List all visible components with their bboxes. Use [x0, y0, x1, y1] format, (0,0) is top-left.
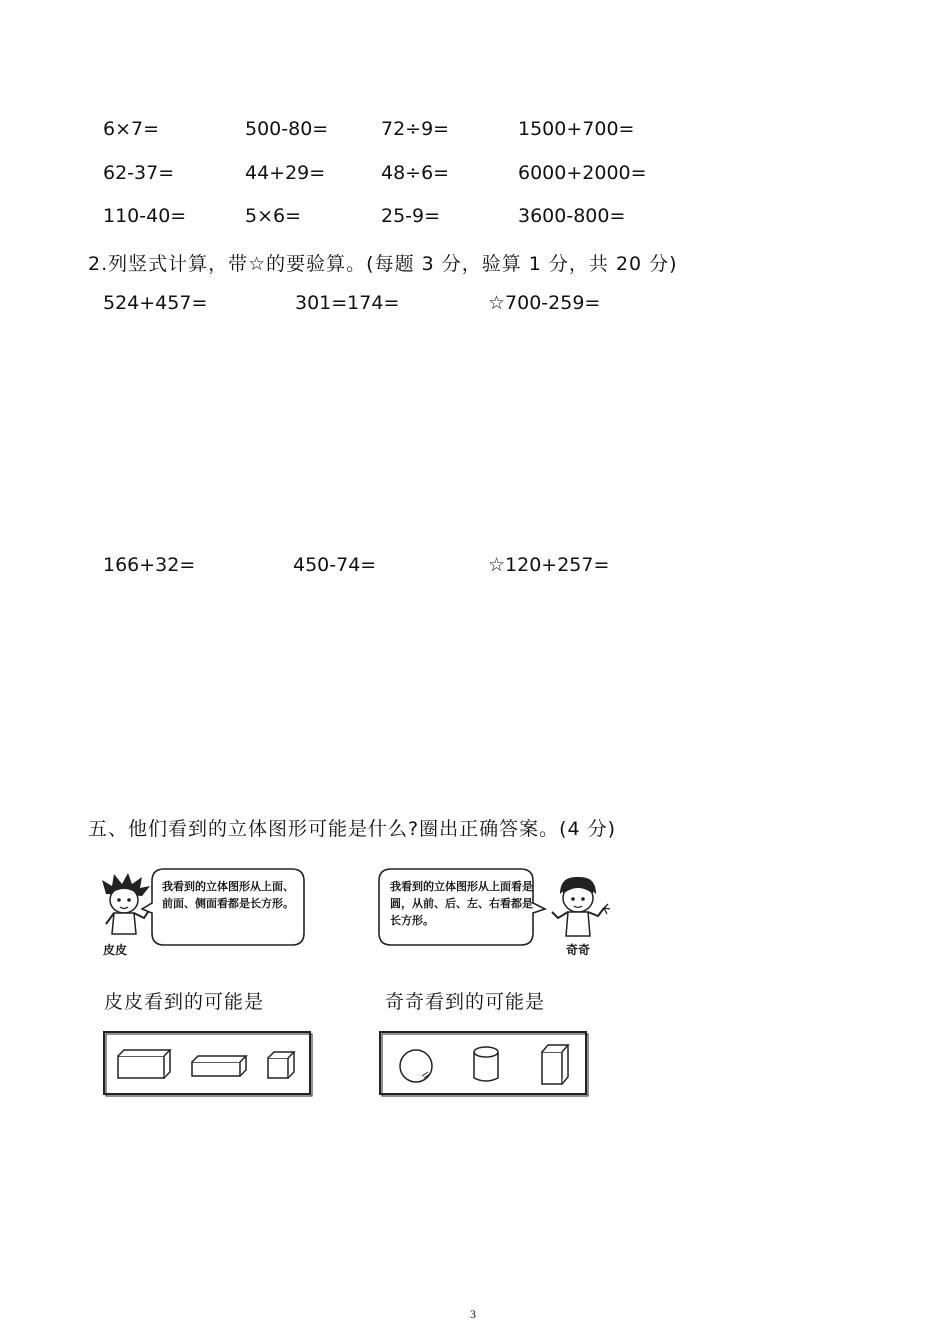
equation: 3600-800= [518, 205, 626, 227]
equation: 62-37= [103, 162, 175, 184]
qiqi-name: 奇奇 [566, 943, 591, 957]
equation: 110-40= [103, 205, 187, 227]
pipi-name: 皮皮 [103, 943, 128, 957]
qiqi-shapes-box [378, 1030, 590, 1098]
equation: 500-80= [245, 118, 329, 140]
qiqi-caption: 奇奇看到的可能是 [385, 991, 546, 1013]
equation: 25-9= [381, 205, 441, 227]
pipi-caption: 皮皮看到的可能是 [104, 991, 265, 1013]
sphere-icon[interactable] [400, 1050, 432, 1082]
cylinder-icon[interactable] [474, 1047, 498, 1081]
qiqi-boy-icon [548, 874, 616, 942]
qiqi-speech-text: 我看到的立体图形从上面看是圆，从前、后、左、右看都是长方形。 [390, 880, 533, 927]
equation: 524+457= [103, 292, 208, 314]
cuboid-icon[interactable] [118, 1050, 170, 1078]
pipi-shapes-box [102, 1030, 314, 1098]
page-number: 3 [470, 1307, 476, 1321]
equation: 5×6= [245, 205, 302, 227]
equation: 48÷6= [381, 162, 450, 184]
equation: 6×7= [103, 118, 160, 140]
equation: 72÷9= [381, 118, 450, 140]
equation: 450-74= [293, 554, 377, 576]
equation: 1500+700= [518, 118, 635, 140]
equation: ☆700-259= [488, 292, 601, 314]
equation: 6000+2000= [518, 162, 647, 184]
equation: 301=174= [295, 292, 400, 314]
question-2-heading: 2.列竖式计算，带☆的要验算。(每题 3 分，验算 1 分，共 20 分) [88, 253, 678, 275]
section-5-heading: 五、他们看到的立体图形可能是什么?圈出正确答案。(4 分) [88, 818, 617, 840]
flat-cuboid-icon[interactable] [192, 1056, 246, 1076]
equation: 166+32= [103, 554, 196, 576]
equation: ☆120+257= [488, 554, 610, 576]
pipi-speech-text: 我看到的立体图形从上面、前面、侧面看都是长方形。 [162, 880, 294, 910]
equation: 44+29= [245, 162, 326, 184]
